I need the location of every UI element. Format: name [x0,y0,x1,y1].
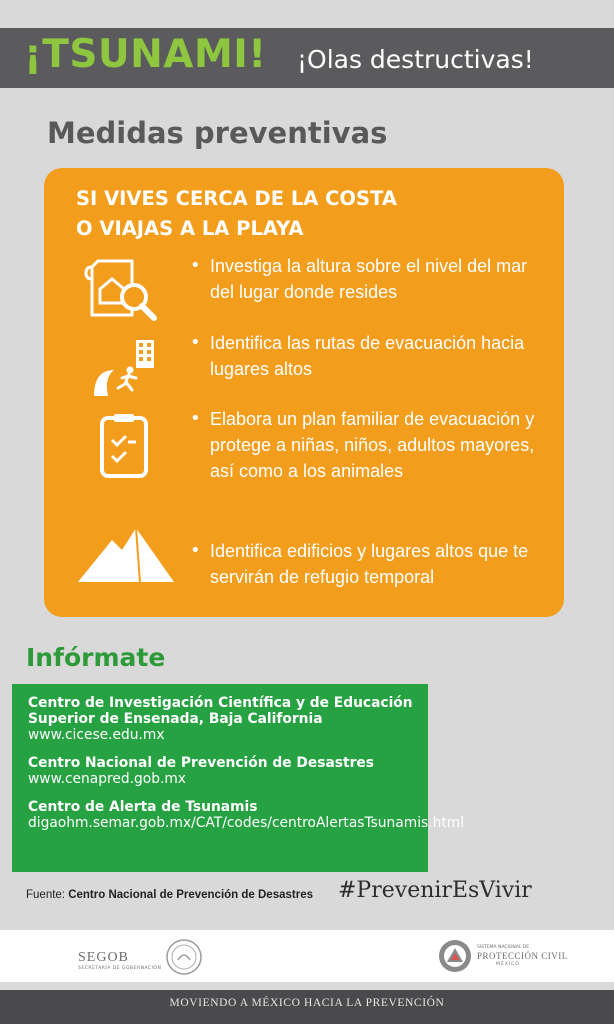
proteccion-civil-logo-icon [437,938,473,974]
info-entry [28,695,428,743]
item-text: Identifica edificios y lugares altos que te servirán de refugio temporal [210,541,529,587]
pc-logo-name: PROTECCIÓN CIVIL [477,951,568,961]
header-title: ¡TSUNAMI! [24,32,267,77]
info-entry-url[interactable]: digaohm.semar.gob.mx/CAT/codes/centroAlertasTsunamis.html [28,815,465,831]
hashtag: #PrevenirEsVivir [338,878,532,903]
mountain-icon [78,522,178,588]
info-entry-name: Centro de Alerta de Tsunamis [28,799,258,815]
source-credit [26,889,313,901]
informate-title: Infórmate [26,643,166,672]
info-entry-url[interactable]: www.cenapred.gob.mx [28,771,186,787]
segob-logo-text: SEGOB [78,950,129,965]
card-heading-line2: O VIAJAS A LA PLAYA [76,217,304,240]
pc-logo-top: SISTEMA NACIONAL DE [477,945,530,950]
footer-slogan: MOVIENDO A MÉXICO HACIA LA PREVENCIÓN [169,997,445,1009]
source-label: Fuente: [26,889,65,901]
source-value: Centro Nacional de Prevención de Desastres [68,889,313,901]
checklist-clipboard-icon [82,412,164,484]
header-subtitle: ¡Olas destructivas! [297,45,534,74]
item-text: Investiga la altura sobre el nivel del mar del lugar donde resides [210,256,528,302]
info-entry-name: Centro Nacional de Prevención de Desastres [28,755,374,771]
info-entry [28,799,465,831]
footer-bar [0,990,614,1024]
national-seal-icon [165,938,203,976]
header-banner [0,28,614,88]
item-text: Elabora un plan familiar de evacuación y protege a niñas, niños, adultos mayores, así como a los animales [210,409,535,481]
document-house-search-icon [82,257,164,323]
info-box [12,684,465,872]
evacuation-route-icon [82,334,164,400]
prevention-card: SI VIVES CERCA DE LA COSTA O VIAJAS A LA PLAYA • Investiga la altura sobre el nivel del mar del lugar donde resides • Identifica las rutas de evacuación hacia lugares altos • Elabora un plan familiar de evacuación y protege a niñas, niños, adultos mayores, así como a los animales • Identifica edificios y lugares altos que te servirán de refugio temporal [44,168,564,617]
info-entry-url[interactable]: www.cicese.edu.mx [28,727,165,743]
section-title: Medidas preventivas [47,116,388,150]
pc-logo-country: MÉXICO [496,962,520,967]
info-entry [28,755,428,787]
segob-logo-subtext: SECRETARÍA DE GOBERNACIÓN [78,966,162,971]
card-heading [76,184,536,244]
card-heading-line1: SI VIVES CERCA DE LA COSTA [76,187,397,210]
item-text: Identifica las rutas de evacuación hacia lugares altos [210,333,525,379]
info-entry-name: Centro de Investigación Científica y de Educación Superior de Ensenada, Baja California [28,695,413,727]
